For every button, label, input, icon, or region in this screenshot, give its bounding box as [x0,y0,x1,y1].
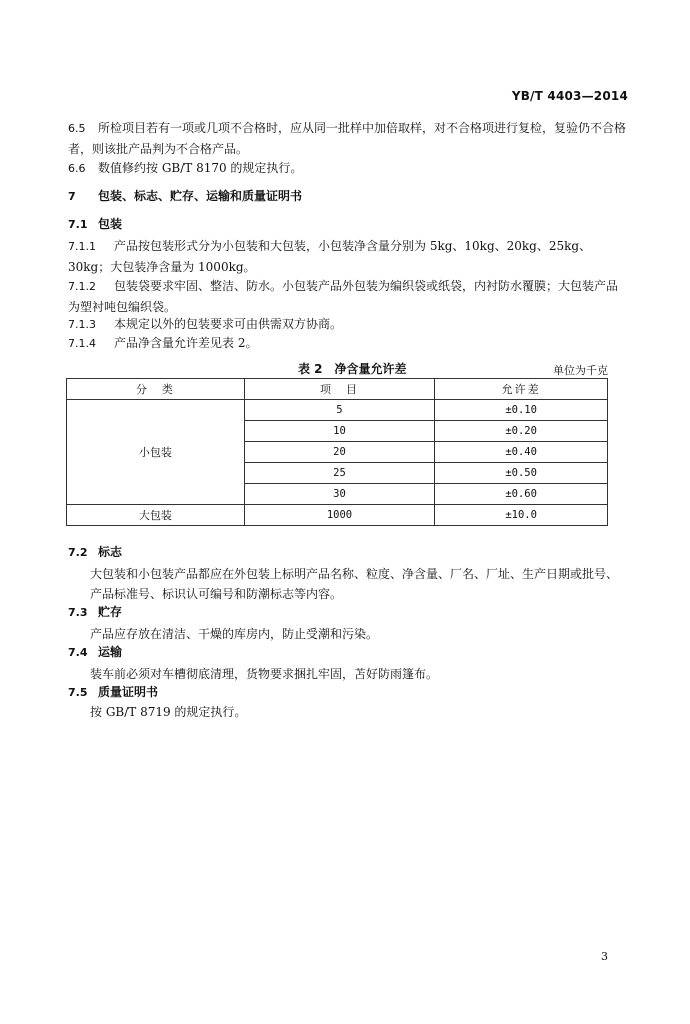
section-title: 包装、标志、贮存、运输和质量证明书 [98,189,303,203]
clause-text: 所检项目若有一项或几项不合格时，应从同一批样中加倍取样，对不合格项进行复检，复验仍不合格者，则该批产品判为不合格产品。 [68,121,627,156]
net-content-tolerance-table [66,378,608,526]
clause-6-5 [68,118,628,159]
table-caption-row [68,360,608,378]
clause-7-1-1 [68,236,628,277]
clause-number: 7.1.2 [68,280,96,293]
clause-number: 7.1.1 [68,240,96,253]
clause-title: 包装 [98,217,123,231]
clause-title: 标志 [98,545,123,559]
clause-number: 7.5 [68,686,88,699]
clause-number: 7.1 [68,218,88,231]
clause-7-2-text: 大包装和小包装产品都应在外包装上标明产品名称、粒度、净含量、厂名、厂址、生产日期或批号、产品标准号、标识认可编号和防潮标志等内容。 [90,567,619,601]
clause-text: 产品按包装形式分为小包装和大包装，小包装净含量分别为 5kg、10kg、20kg、25kg、30kg；大包装净含量为 1000kg。 [68,239,592,274]
clause-7-3-text: 产品应存放在清洁、干燥的库房内，防止受潮和污染。 [90,627,379,641]
clause-6-6 [68,158,628,179]
table-unit: 单位为千克 [553,364,608,377]
clause-number: 6.5 [68,122,86,135]
header-tolerance: 允许差 [435,379,608,400]
clause-text: 数值修约按 GB/T 8170 的规定执行。 [98,161,303,175]
table-row [67,400,608,421]
clause-7-1-4 [68,333,628,354]
clause-text: 本规定以外的包装要求可由供需双方协商。 [114,317,343,331]
tolerance-cell: ±0.40 [435,442,608,463]
clause-title: 运输 [98,645,123,659]
item-cell: 25 [244,463,435,484]
section-number: 7 [68,190,76,203]
tolerance-cell: ±0.50 [435,463,608,484]
clause-number: 7.2 [68,546,88,559]
clause-7-5-heading [68,682,628,703]
item-cell: 10 [244,421,435,442]
clause-7-2-heading [68,542,628,563]
item-cell: 30 [244,484,435,505]
clause-7-4-text: 装车前必须对车槽彻底清理，货物要求捆扎牢固，苫好防雨篷布。 [90,667,439,681]
section-7-heading [68,186,628,207]
tolerance-cell: ±10.0 [435,505,608,526]
tolerance-cell: ±0.10 [435,400,608,421]
clause-7-4-heading [68,642,628,663]
clause-7-1-heading [68,214,628,235]
tolerance-cell: ±0.20 [435,421,608,442]
item-cell: 5 [244,400,435,421]
table-caption: 表 2 净含量允许差 [298,362,407,376]
clause-7-1-3 [68,314,628,335]
clause-number: 7.4 [68,646,88,659]
clause-number: 7.3 [68,606,88,619]
table-header-row [67,379,608,400]
clause-text: 包装袋要求牢固、整洁、防水。小包装产品外包装为编织袋或纸袋，内衬防水覆膜；大包装产品为塑衬吨包编织袋。 [68,279,619,314]
clause-7-3-heading [68,602,628,623]
clause-7-1-2 [68,276,628,317]
header-category: 分 类 [67,379,245,400]
clause-title: 贮存 [98,605,123,619]
header-item: 项 目 [244,379,435,400]
standard-number: YB/T 4403—2014 [511,89,628,103]
clause-text: 产品净含量允许差见表 2。 [114,336,258,350]
tolerance-cell: ±0.60 [435,484,608,505]
category-large: 大包装 [67,505,245,526]
clause-number: 7.1.4 [68,337,96,350]
clause-title: 质量证明书 [98,685,159,699]
category-small: 小包装 [67,400,245,505]
item-cell: 1000 [244,505,435,526]
table-row [67,505,608,526]
clause-number: 6.6 [68,162,86,175]
item-cell: 20 [244,442,435,463]
page-number: 3 [601,950,608,963]
clause-7-5-text: 按 GB/T 8719 的规定执行。 [90,705,247,719]
clause-number: 7.1.3 [68,318,96,331]
